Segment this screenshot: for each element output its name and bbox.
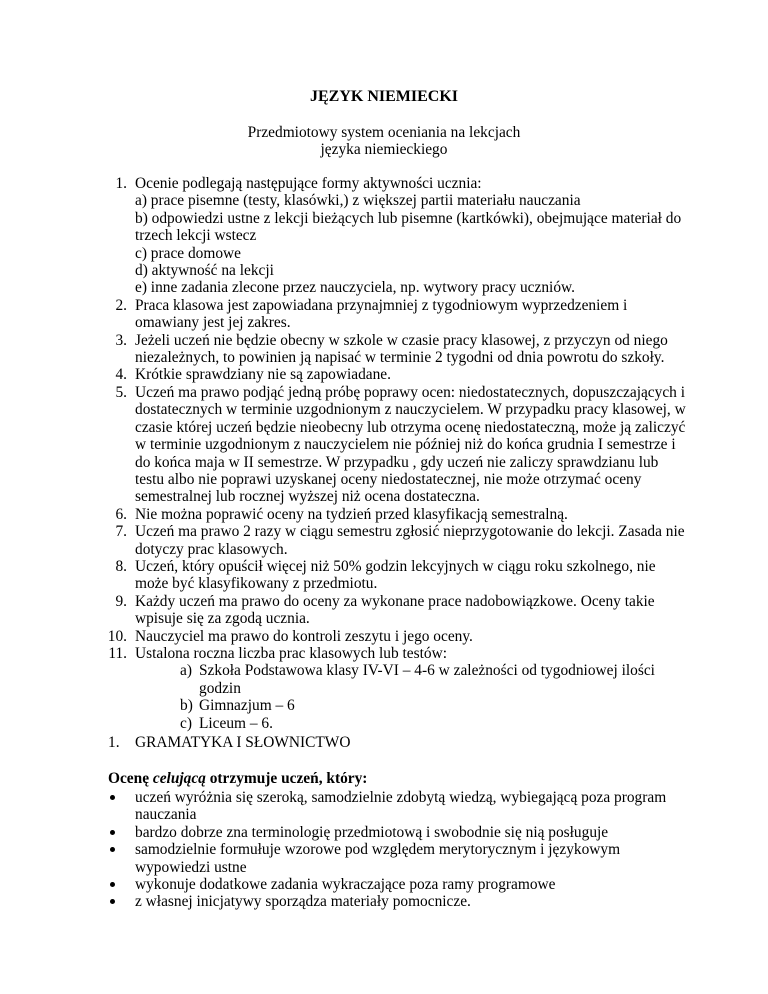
criterion-text: z własnej inicjatywy sporządza materiały pomocnicze.	[135, 893, 471, 911]
rule-text: Ocenie podlegają następujące formy aktywności ucznia:	[135, 175, 482, 192]
test-count-letter: c)	[180, 714, 192, 732]
grade-heading-prefix: Ocenę	[108, 770, 153, 787]
test-count-letter: a)	[180, 662, 192, 680]
rule-item	[108, 384, 688, 506]
rule-subitem: c) prace domowe	[135, 244, 241, 262]
bullet-icon	[110, 830, 115, 835]
rule-text: Każdy uczeń ma prawo do oceny za wykonane prace nadobowiązkowe. Oceny takie wpisuje się za zgodą ucznia.	[135, 592, 655, 628]
rule-item	[108, 366, 688, 383]
rule-item	[108, 175, 688, 297]
rule-item	[108, 593, 688, 628]
rule-number: 3.	[115, 331, 127, 349]
rule-text: Nauczyciel ma prawo do kontroli zeszytu i jego oceny.	[135, 627, 473, 645]
test-count-text: Szkoła Podstawowa klasy IV-VI – 4-6 w zależności od tygodniowej ilości godzin	[199, 662, 655, 697]
document-subtitle	[0, 124, 768, 159]
bullet-icon	[110, 899, 115, 904]
rule-number: 9.	[115, 592, 127, 610]
test-count-list	[135, 662, 688, 732]
rule-number: 7.	[115, 523, 127, 541]
rule-subitem: a) prace pisemne (testy, klasówki,) z większej partii materiału nauczania	[135, 192, 581, 210]
rule-item	[108, 523, 688, 558]
section-number: 1.	[108, 734, 120, 751]
subtitle-line-1: Przedmiotowy system oceniania na lekcjach	[247, 124, 521, 141]
grade-criterion	[108, 893, 688, 910]
bullet-icon	[110, 795, 115, 800]
rule-text: Uczeń ma prawo podjąć jedną próbę poprawy ocen: niedostatecznych, dopuszczających i dostatecznych w terminie uzgodnionym z nauczycielem. W przypadku pracy klasowej, w czasie której uczeń będzie nieobecny lub otrzyma ocenę niedostateczną, może ją zaliczyć w terminie uzgodnionym z nauczycielem nie później niż do końca grudnia I semestrze i do końca maja w II semestrze. W przypadku , gdy uczeń nie zaliczy sprawdzianu lub testu albo nie poprawi uzyskanej oceny niedostatecznej, nie może otrzymać oceny semestralnej lub rocznej wyższej niż ocena dostateczna.	[135, 383, 686, 506]
grade-criterion	[108, 824, 688, 841]
grade-heading	[108, 770, 688, 787]
grade-criterion	[108, 789, 688, 824]
rule-subitem: b) odpowiedzi ustne z lekcji bieżących lub pisemne (kartkówki), obejmujące materiał do trzech lekcji wstecz	[135, 209, 682, 245]
test-count-item	[180, 715, 688, 732]
criterion-text: bardzo dobrze zna terminologię przedmiotową i swobodnie się nią posługuje	[135, 823, 609, 841]
rule-item	[108, 628, 688, 645]
criterion-text: samodzielnie formułuje wzorowe pod względem merytorycznym i językowym wypowiedzi ustne	[135, 841, 621, 876]
document-title: JĘZYK NIEMIECKI	[309, 88, 459, 105]
test-count-item	[180, 662, 688, 697]
rule-text: Ustalona roczna liczba prac klasowych lub testów:	[135, 644, 447, 662]
rule-item	[108, 506, 688, 523]
test-count-text: Gimnazjum – 6	[199, 697, 295, 715]
criterion-text: uczeń wyróżnia się szeroką, samodzielnie zdobytą wiedzą, wybiegającą poza program nauczania	[135, 789, 667, 824]
rule-number: 6.	[115, 505, 127, 523]
rule-text: Uczeń ma prawo 2 razy w ciągu semestru zgłosić nieprzygotowanie do lekcji. Zasada nie dotyczy prac klasowych.	[135, 523, 685, 558]
rule-item	[108, 332, 688, 367]
rules-list	[108, 175, 688, 732]
rule-text: Uczeń, który opuścił więcej niż 50% godzin lekcyjnych w ciągu roku szkolnego, nie może być klasyfikowany z przedmiotu.	[135, 557, 656, 593]
rule-number: 8.	[115, 557, 127, 575]
rule-number: 2.	[115, 296, 127, 314]
grade-heading-suffix: otrzymuje uczeń, który:	[205, 770, 368, 787]
rule-item	[108, 645, 688, 732]
test-count-item	[180, 697, 688, 714]
grade-criteria-list	[108, 789, 688, 911]
bullet-icon	[110, 847, 115, 852]
rule-number: 10.	[107, 627, 127, 645]
grade-name: celującą	[152, 770, 206, 787]
section-heading	[108, 734, 688, 751]
bullet-icon	[110, 882, 115, 887]
test-count-letter: b)	[180, 697, 193, 715]
rule-item	[108, 558, 688, 593]
rule-subitem: d) aktywność na lekcji	[135, 262, 274, 280]
subtitle-line-2: języka niemieckiego	[320, 141, 448, 159]
rule-number: 5.	[115, 383, 127, 401]
test-count-text: Liceum – 6.	[199, 714, 273, 732]
rule-text: Krótkie sprawdziany nie są zapowiadane.	[135, 366, 391, 384]
grade-criterion	[108, 876, 688, 893]
criterion-text: wykonuje dodatkowe zadania wykraczające poza ramy programowe	[135, 876, 556, 894]
rule-text: Jeżeli uczeń nie będzie obecny w szkole w czasie pracy klasowej, z przyczyn od niego niezależnych, to powinien ją napisać w terminie 2 tygodni od dnia powrotu do szkoły.	[135, 331, 668, 367]
rule-item	[108, 297, 688, 332]
rule-subitem: e) inne zadania zlecone przez nauczyciela, np. wytwory pracy uczniów.	[135, 279, 575, 297]
rule-number: 4.	[115, 366, 127, 384]
grade-criterion	[108, 841, 688, 876]
rule-number: 11.	[108, 644, 127, 662]
section-title: GRAMATYKA I SŁOWNICTWO	[135, 734, 351, 751]
rule-text: Praca klasowa jest zapowiadana przynajmniej z tygodniowym wyprzedzeniem i omawiany jest jej zakres.	[135, 296, 628, 332]
rule-number: 1.	[115, 175, 127, 192]
rule-text: Nie można poprawić oceny na tydzień przed klasyfikacją semestralną.	[135, 505, 568, 523]
